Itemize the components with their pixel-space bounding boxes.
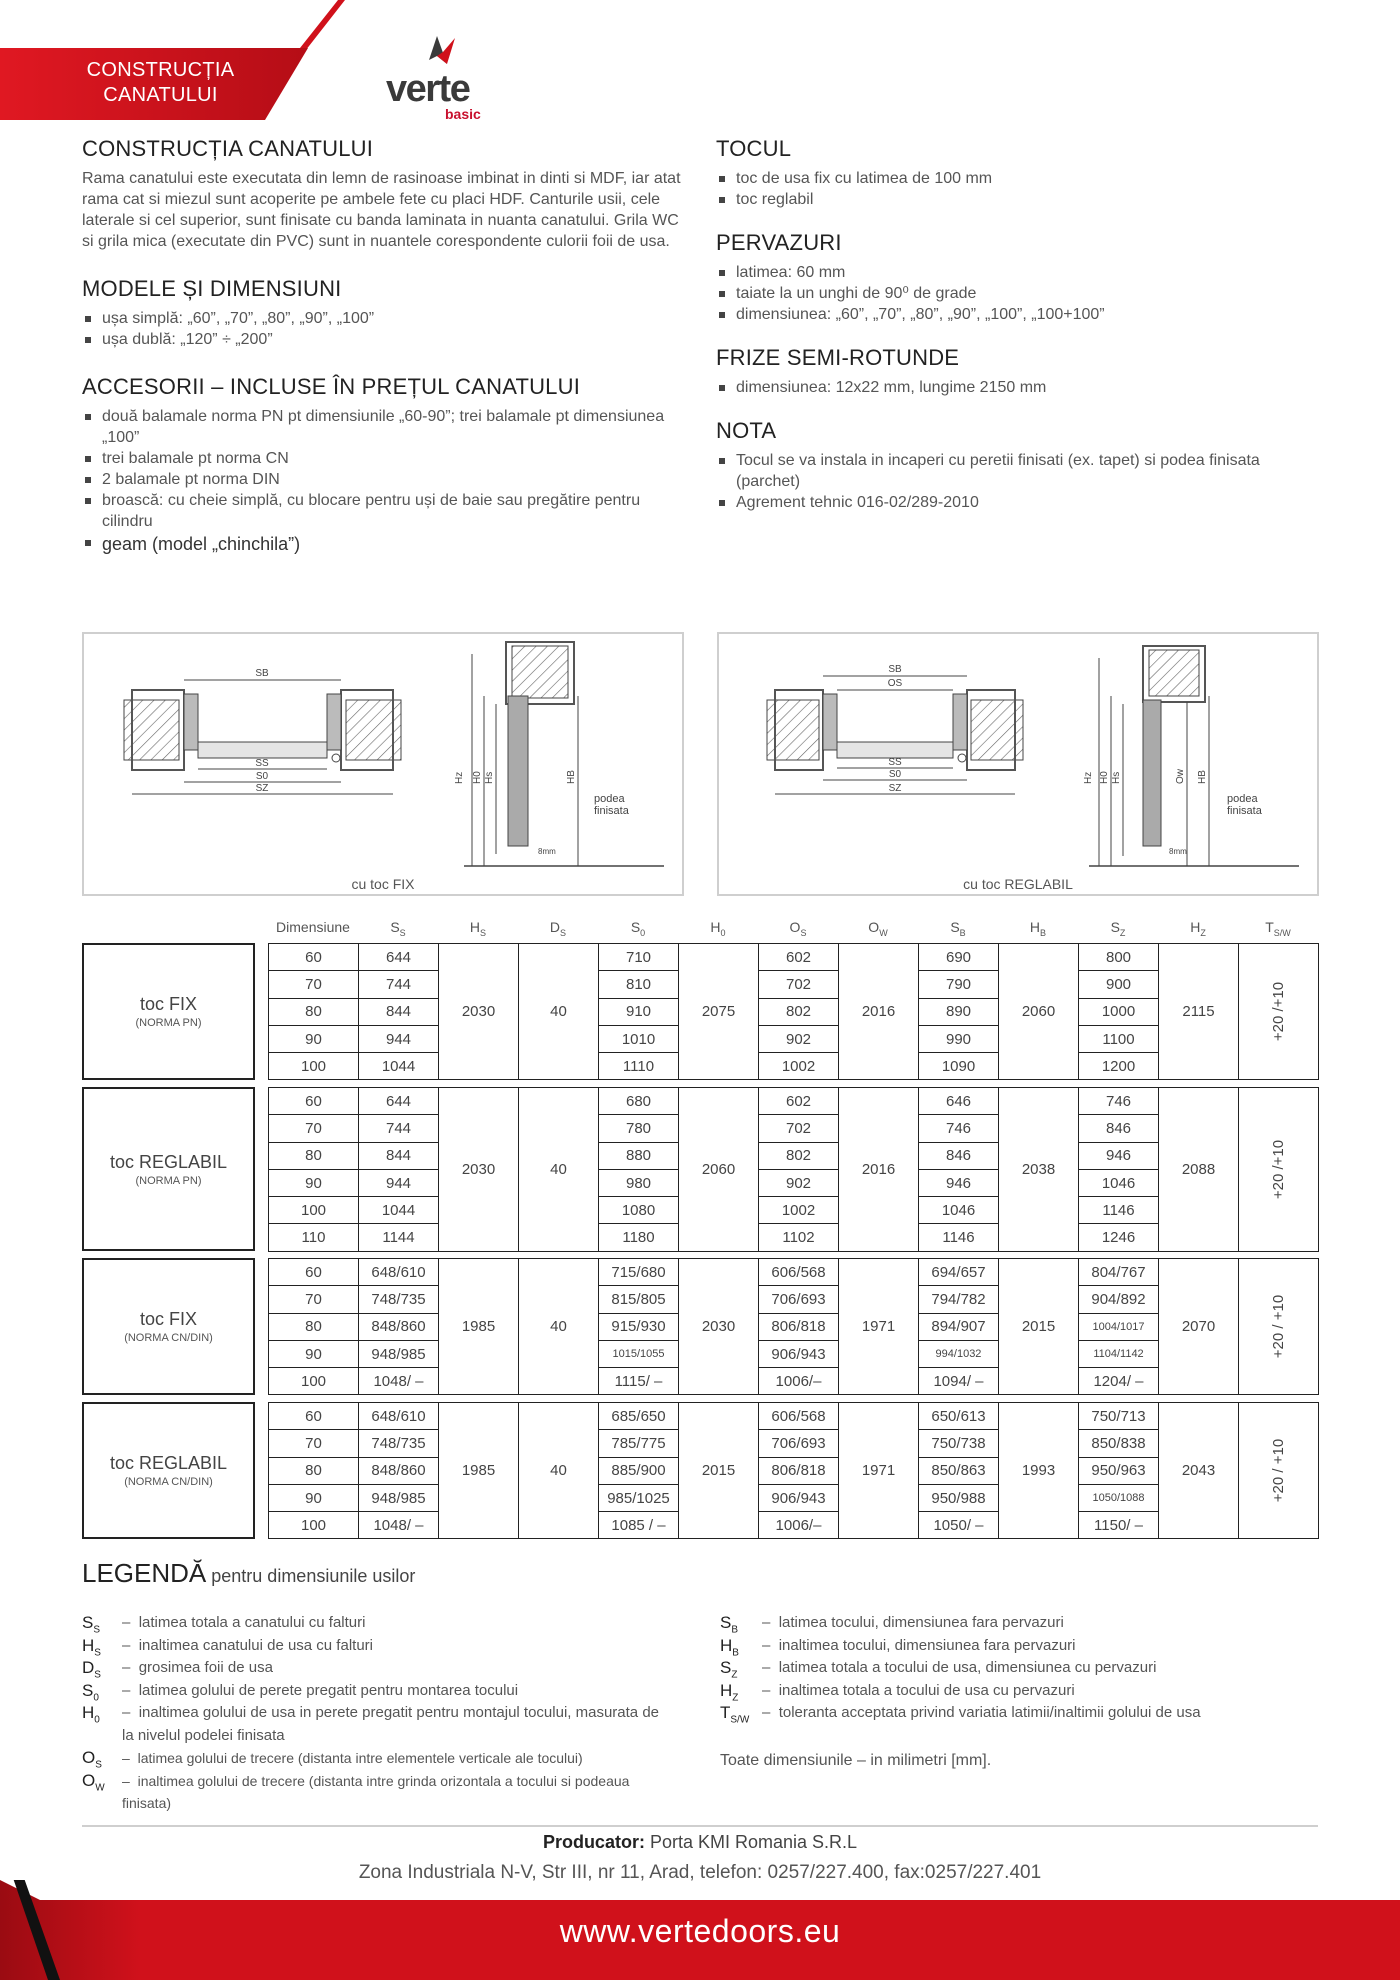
group-label-adjustable-cn-din: toc REGLABIL (NORMA CN/DIN) [82, 1402, 255, 1539]
header-tsw: $T_{S/W}$ [1265, 919, 1291, 938]
label-ss: SS [888, 757, 902, 768]
right-column [716, 136, 1326, 513]
header-sb: $S_B$ [950, 919, 966, 938]
construction-text: Rama canatului este executata din lemn de rasinoase imbinat in dinti si MDF, iar atat rama cat si miezul sunt acoperite pe ambele fete cu placi HDF. Canturile usii, cele laterale si cel superior, sunt finisate cu banda laminata in nuanta canatului. Grila WC si grila mica (executate din PVC) sunt in nuantele corespondente culorii foii de usa. [82, 170, 681, 250]
list-item: 2 balamale pt norma DIN [82, 469, 692, 490]
table-row: 80 848/860 915/930 806/818 894/907 1004/1017 [269, 1313, 1319, 1340]
table-row: 100 1044 1080 1002 1046 1146 [269, 1197, 1319, 1224]
legend-item: $S_S$ – latimea totala a canatului cu falturi [82, 1612, 702, 1635]
label-floor-2: finisata [594, 805, 629, 817]
section-title-note: NOTA [716, 418, 777, 443]
table-header-row [0, 919, 1400, 943]
legend-item: $S_0$ – latimea golului de perete pregatit pentru montarea tocului [82, 1680, 702, 1703]
label-h0: H0 [1099, 771, 1110, 784]
list-item: Agrement tehnic 016-02/289-2010 [716, 492, 1326, 513]
legend-right [720, 1612, 1320, 1725]
label-ow: Ow [1175, 769, 1186, 784]
legend-item: $H_Z$ – inaltimea totala a tocului de usa cu pervazuri [720, 1680, 1320, 1703]
label-8mm: 8mm [1169, 847, 1187, 856]
diagram-caption-adjustable: cu toc REGLABIL [963, 876, 1073, 892]
section-title-frame: TOCUL [716, 136, 792, 161]
label-s0: S0 [888, 769, 902, 780]
table-row: 70 744 810 702 790 900 [269, 971, 1319, 998]
label-hb: HB [566, 770, 577, 784]
table-row: 90 944 1010 902 990 1100 [269, 1025, 1319, 1052]
legend-left [82, 1612, 702, 1815]
legend-item: $S_Z$ – latimea totala a tocului de usa, dimensiunea cu pervazuri [720, 1657, 1320, 1680]
legend-item: $O_S$ – latimea golului de trecere (distanta intre elementele verticale ale tocului) [82, 1747, 702, 1770]
group-label-fix-cn-din: toc FIX (NORMA CN/DIN) [82, 1258, 255, 1395]
header-ds: $D_S$ [549, 919, 567, 938]
fix-frame-drawing [84, 634, 682, 894]
address: Zona Industriala N-V, Str III, nr 11, Arad, telefon: 0257/227.400, fax:0257/227.401 [358, 1862, 1042, 1883]
table-row: 80 844 910 802 890 1000 [269, 998, 1319, 1025]
list-item: dimensiunea: 12x22 mm, lungime 2150 mm [716, 377, 1326, 398]
section-title-accessories: ACCESORII – INCLUSE ÎN PREȚUL CANATULUI [82, 374, 581, 399]
label-floor-1: podea [1227, 793, 1258, 805]
header-hs: $H_S$ [469, 919, 487, 938]
list-item: două balamale norma PN pt dimensiunile „60-90”; trei balamale pt dimensiunea „100” [82, 406, 692, 448]
frame-list [716, 168, 1326, 210]
producer: Producator: Porta KMI Romania S.R.L [542, 1832, 858, 1852]
label-h0: H0 [472, 771, 483, 784]
accessories-list [82, 406, 692, 556]
banner-title: CONSTRUCȚIA CANATULUI [86, 59, 235, 106]
table-row: 80 844 880 802 846 946 [269, 1142, 1319, 1169]
left-column [82, 136, 692, 556]
label-hz: Hz [1083, 771, 1094, 784]
label-s0: S0 [255, 771, 269, 782]
list-item: ușa simplă: „60”, „70”, „80”, „90”, „100” [82, 308, 692, 329]
header-hz: $H_Z$ [1190, 919, 1206, 938]
logo-word: verte [386, 68, 470, 110]
label-hz: Hz [454, 771, 465, 784]
group-label-fix-pn: toc FIX (NORMA PN) [82, 943, 255, 1080]
label-sb: SB [888, 664, 902, 675]
table-row: 70 744 780 702 746 846 [269, 1115, 1319, 1142]
table-adjustable-cn-din [268, 1402, 1319, 1539]
adjustable-frame-drawing [719, 634, 1317, 894]
table-row: 60 648/610 1985 40 715/680 2030 606/568 1971 694/657 2015 804/767 2070 +20 / +10 [269, 1259, 1319, 1286]
label-ss: SS [255, 758, 269, 769]
table-row: 80 848/860 885/900 806/818 850/863 950/963 [269, 1457, 1319, 1484]
table-row: 110 1144 1180 1102 1146 1246 [269, 1224, 1319, 1251]
label-sz: SZ [888, 783, 902, 794]
list-item: latimea: 60 mm [716, 262, 1326, 283]
legend-item: $O_W$ – inaltimea golului de trecere (distanta intre grinda orizontala a tocului si podeaua finisata) [82, 1770, 702, 1815]
note-list [716, 450, 1326, 513]
trims-list [716, 262, 1326, 325]
diagram-caption-fix: cu toc FIX [351, 876, 415, 892]
header-os: $O_S$ [789, 919, 807, 938]
table-fix-pn [268, 943, 1319, 1080]
list-item: geam (model „chinchila”) [82, 532, 692, 556]
table-row: 70 748/735 785/775 706/693 750/738 850/838 [269, 1430, 1319, 1457]
legend-item: $H_0$ – inaltimea golului de usa in perete pregatit pentru montajul tocului, masurata de la nivelul podelei finisata [82, 1702, 702, 1747]
label-hb: HB [1197, 770, 1208, 784]
friezes-list [716, 377, 1326, 398]
table-adjustable-pn [268, 1087, 1319, 1252]
diagram-fix-frame [82, 632, 684, 896]
list-item: toc de usa fix cu latimea de 100 mm [716, 168, 1326, 189]
models-list [82, 308, 692, 350]
table-row: 90 944 980 902 946 1046 [269, 1169, 1319, 1196]
list-item: taiate la un unghi de 90⁰ de grade [716, 283, 1326, 304]
list-item: dimensiunea: „60”, „70”, „80”, „90”, „100”, „100+100” [716, 304, 1326, 325]
table-fix-cn-din [268, 1258, 1319, 1395]
header-sz: $S_Z$ [1110, 919, 1126, 938]
list-item: Tocul se va instala in incaperi cu peretii finisati (ex. tapet) si podea finisata (parchet) [716, 450, 1326, 492]
header-dimension: Dimensiune [276, 919, 350, 935]
label-floor-1: podea [594, 793, 625, 805]
legend-item: $H_S$ – inaltimea canatului de usa cu falturi [82, 1635, 702, 1658]
table-row: 100 1044 1110 1002 1090 1200 [269, 1053, 1319, 1080]
label-sz: SZ [255, 783, 269, 794]
list-item: broască: cu cheie simplă, cu blocare pentru uși de baie sau pregătire pentru cilindru [82, 490, 692, 532]
logo-sub: basic [445, 106, 481, 122]
header-ow: $O_W$ [868, 919, 888, 938]
diagram-adjustable-frame [717, 632, 1319, 896]
table-row: 60 648/610 1985 40 685/650 2015 606/568 1971 650/613 1993 750/713 2043 +20 / +10 [269, 1403, 1319, 1430]
header-s0: $S_0$ [630, 919, 646, 938]
legend-title: LEGENDĂ pentru dimensiunile usilor [82, 1558, 416, 1588]
table-row: 60 644 2030 40 710 2075 602 2016 690 2060 800 2115 +20 /+10 [269, 944, 1319, 971]
group-label-adjustable-pn: toc REGLABIL (NORMA PN) [82, 1087, 255, 1251]
table-row: 100 1048/ – 1115/ – 1006/– 1094/ – 1204/ – [269, 1368, 1319, 1395]
label-sb: SB [255, 668, 269, 679]
list-item: ușa dublă: „120” ÷ „200” [82, 329, 692, 350]
legend-units-note: Toate dimensiunile – in milimetri [mm]. [720, 1752, 992, 1769]
list-item: toc reglabil [716, 189, 1326, 210]
label-os: OS [887, 678, 903, 689]
section-title-models: MODELE ȘI DIMENSIUNI [82, 276, 342, 301]
label-hs: Hs [484, 771, 495, 784]
label-8mm: 8mm [538, 847, 556, 856]
list-item: trei balamale pt norma CN [82, 448, 692, 469]
label-hs: Hs [1111, 771, 1122, 784]
section-title-construction: CONSTRUCȚIA CANATULUI [82, 136, 374, 161]
header-hb: $H_B$ [1029, 919, 1047, 938]
table-row: 70 748/735 815/805 706/693 794/782 904/892 [269, 1286, 1319, 1313]
table-row: 100 1048/ – 1085 / – 1006/– 1050/ – 1150/ – [269, 1512, 1319, 1539]
table-row: 90 948/985 985/1025 906/943 950/988 1050/1088 [269, 1484, 1319, 1511]
header-ss: $S_S$ [390, 919, 406, 938]
label-floor-2: finisata [1227, 805, 1262, 817]
legend-item: $H_B$ – inaltimea tocului, dimensiunea fara pervazuri [720, 1635, 1320, 1658]
legend-item: $D_S$ – grosimea foii de usa [82, 1657, 702, 1680]
section-title-trims: PERVAZURI [716, 230, 842, 255]
legend-item: $T_{S/W}$ – toleranta acceptata privind variatia latimii/inaltimii golului de usa [720, 1702, 1320, 1725]
footer-divider [82, 1825, 1318, 1827]
table-row: 90 948/985 1015/1055 906/943 994/1032 1104/1142 [269, 1340, 1319, 1367]
section-title-friezes: FRIZE SEMI-ROTUNDE [716, 345, 960, 370]
legend-item: $S_B$ – latimea tocului, dimensiunea fara pervazuri [720, 1612, 1320, 1635]
table-row: 60 644 2030 40 680 2060 602 2016 646 2038 746 2088 +20 /+10 [269, 1088, 1319, 1115]
header-h0: $H_0$ [710, 919, 726, 938]
website-link[interactable]: www.vertedoors.eu [559, 1913, 841, 1949]
